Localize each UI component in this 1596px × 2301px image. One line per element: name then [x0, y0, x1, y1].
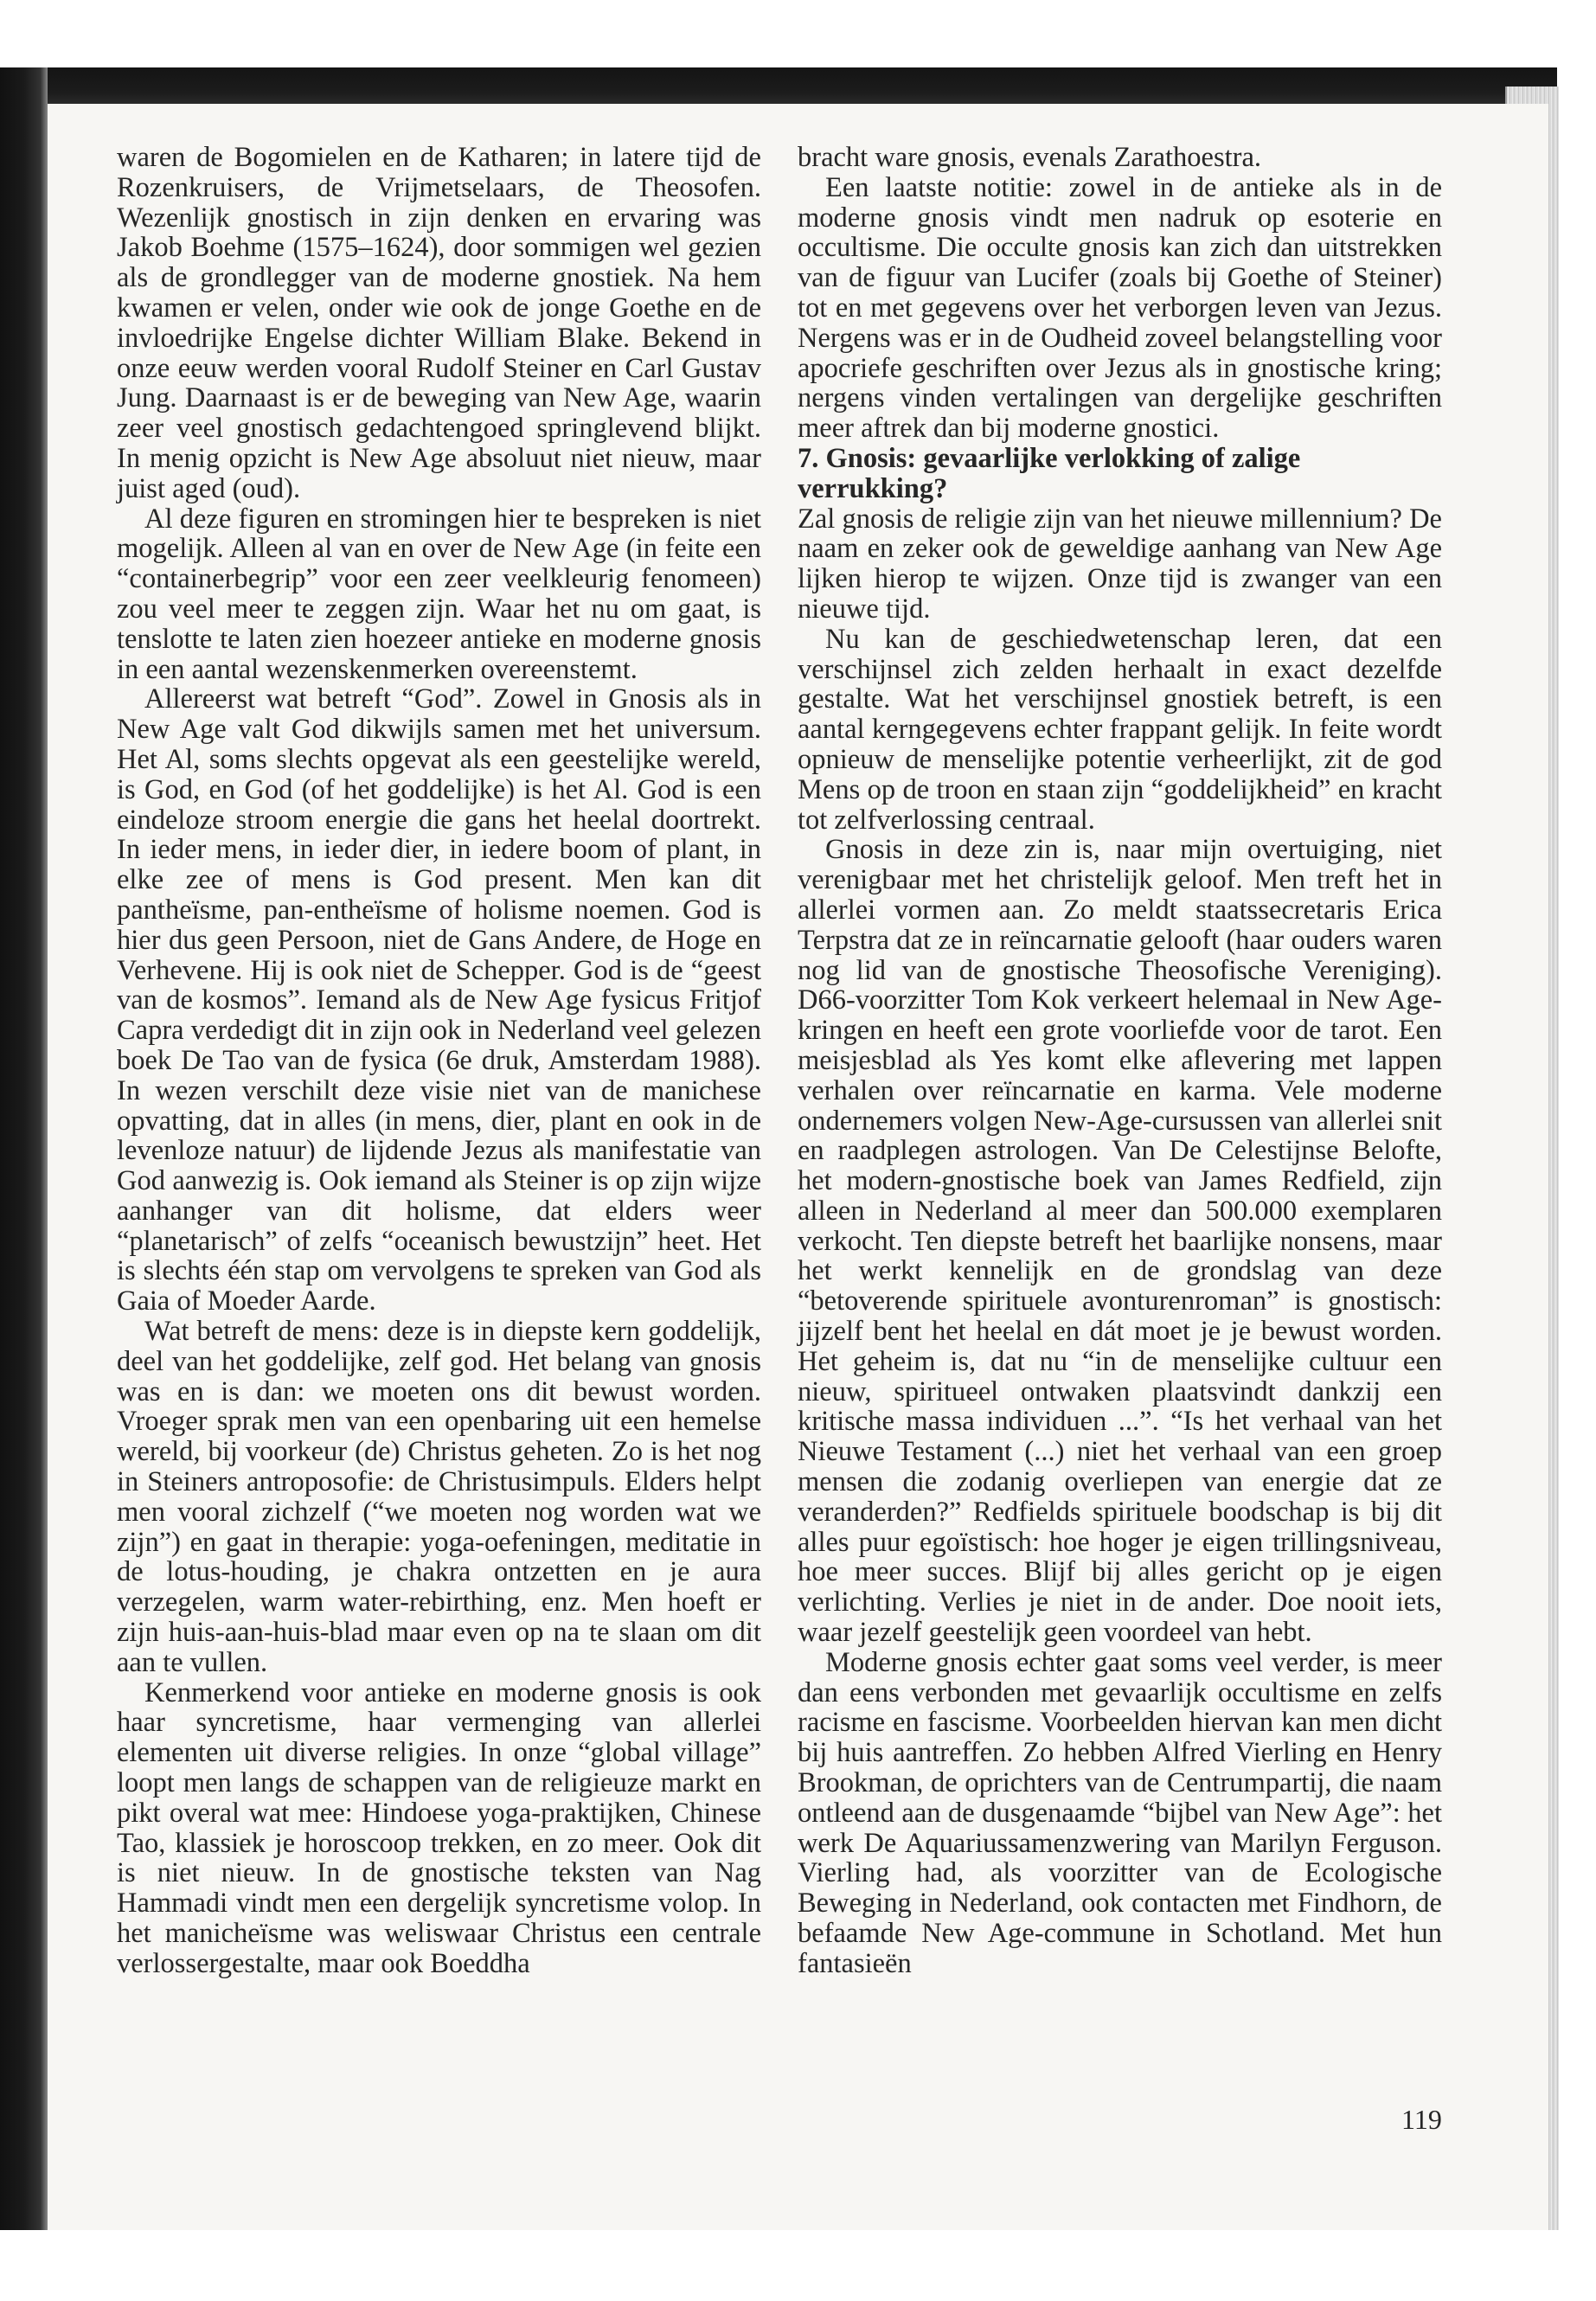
scan-margin-top	[0, 0, 1596, 67]
left-column	[117, 143, 761, 1979]
scanner-shadow-top	[0, 67, 1557, 104]
scan-margin-bottom	[0, 2230, 1596, 2301]
page-number: 119	[1401, 2104, 1442, 2135]
scanner-shadow-left	[0, 67, 48, 2230]
right-column	[798, 143, 1442, 1979]
paragraph: Kenmerkend voor antieke en moderne gnosis is ook haar syncretisme, haar vermenging van allerlei elementen uit diverse religies. In onze “global village” loopt men langs de schappen van de religieuze markt en pikt overal wat mee: Hindoese yoga-praktijken, Chinese Tao, klassiek je horoscoop trekken, en zo meer. Ook dit is niet nieuw. In de gnostische teksten van Nag Hammadi vindt men een dergelijk syncretisme volop. In het manicheïsme was weliswaar Christus een centrale verlossergestalte, maar ook Boeddha	[117, 1676, 761, 1979]
section-heading: 7. Gnosis: gevaarlijke verlokking of zalige verrukking?	[798, 442, 1301, 504]
paragraph: Moderne gnosis echter gaat soms veel verder, is meer dan eens verbonden met gevaarlijk occultisme en zelfs racisme en fascisme. Voorbeelden hiervan kan men dicht bij huis aantreffen. Zo hebben Alfred Vierling en Henry Brookman, de oprichters van de Centrumpartij, die naam ontleend aan de dusgenaamde “bijbel van New Age”: het werk De Aquariussamenzwering van Marilyn Ferguson. Vierling had, als voorzitter van de Ecologische Beweging in Nederland, ook contacten met Findhorn, de befaamde New Age-commune in Schotland. Met hun fantasieën	[798, 1646, 1442, 1979]
paragraph: bracht ware gnosis, evenals Zarathoestra.	[798, 142, 1262, 173]
paragraph: waren de Bogomielen en de Katharen; in latere tijd de Rozenkruisers, de Vrijmetselaars, de Theosofen. Wezenlijk gnostisch in zijn denken en ervaring was Jakob Boehme (1575–1624), door sommigen wel gezien als de grondlegger van de moderne gnostiek. Na hem kwamen er velen, onder wie ook de jonge Goethe en de invloedrijke Engelse dichter William Blake. Bekend in onze eeuw werden vooral Rudolf Steiner en Carl Gustav Jung. Daarnaast is er de beweging van New Age, waarin zeer veel gnostisch gedachtengoed springlevend blijkt. In menig opzicht is New Age absoluut niet nieuw, maar juist aged (oud).	[117, 142, 761, 504]
paragraph: Een laatste notitie: zowel in de antieke als in de moderne gnosis vindt men nadruk op esoterie en occultisme. Die occulte gnosis kan zich dan uitstrekken van de figuur van Lucifer (zoals bij Goethe of Steiner) tot en met gegevens over het verborgen leven van Jezus. Nergens was er in de Oudheid zoveel belangstelling voor apocriefe geschriften over Jezus als in gnostische kring; nergens vinden vertalingen van dergelijke geschriften meer aftrek dan bij moderne gnostici.	[798, 171, 1442, 445]
paragraph: Allereerst wat betreft “God”. Zowel in Gnosis als in New Age valt God dikwijls samen met het universum. Het Al, soms slechts opgevat als een geestelijke wereld, is God, en God (of het goddelijke) is het Al. God is een eindeloze stroom energie die gans het heelal doortrekt. In ieder mens, in ieder dier, in iedere boom of plant, in elke zee of mens is God present. Men kan dit pantheïsme, pan-entheïsme of holisme noemen. God is hier dus geen Persoon, niet de Gans Andere, de Hoge en Verhevene. Hij is ook niet de Schepper. God is de “geest van de kosmos”. Iemand als de New Age fysicus Fritjof Capra verdedigt dit in zijn ook in Nederland veel gelezen boek De Tao van de fysica (6e druk, Amsterdam 1988). In wezen verschilt deze visie niet van de manichese opvatting, dat in alles (in mens, dier, plant en ook in de levenloze natuur) de lijdende Jezus als manifestatie van God aanwezig is. Ook iemand als Steiner is op zijn wijze aanhanger van dit holisme, dat elders weer “planetarisch” of zelfs “oceanisch bewustzijn” heet. Het is slechts één stap om vervolgens te spreken van God als Gaia of Moeder Aarde.	[117, 683, 761, 1317]
paragraph: Al deze figuren en stromingen hier te bespreken is niet mogelijk. Alleen al van en over de New Age (in feite een “containerbegrip” voor een zeer veelkleurig fenomeen) zou veel meer te zeggen zijn. Waar het nu om gaat, is tenslotte te laten zien hoezeer antieke en moderne gnosis in een aantal wezenskenmerken overeenstemt.	[117, 503, 761, 685]
paragraph: Zal gnosis de religie zijn van het nieuwe millennium? De naam en zeker ook de geweldige aanhang van New Age lijken hierop te wijzen. Onze tijd is zwanger van een nieuwe tijd.	[798, 503, 1442, 625]
paragraph: Gnosis in deze zin is, naar mijn overtuiging, niet verenigbaar met het christelijk geloof. Men treft het in allerlei vormen aan. Zo meldt staatssecretaris Erica Terpstra dat ze in reïncarnatie gelooft (haar ouders waren nog lid van de gnostische Theosofische Vereniging). D66-voorzitter Tom Kok verkeert helemaal in New Age-kringen en heeft een grote voorliefde voor de tarot. Een meisjesblad als Yes komt elke aflevering met lappen verhalen over reïncarnatie en karma. Vele moderne ondernemers volgen New-Age-cursussen van allerlei snit en raadplegen astrologen. Van De Celestijnse Belofte, het modern-gnostische boek van James Redfield, zijn alleen in Nederland al meer dan 500.000 exemplaren verkocht. Ten diepste betreft het baarlijke nonsens, maar het werkt kennelijk en de grondslag van deze “betoverende spirituele avonturenroman” is gnostisch: jijzelf bent het heelal en dát moet je je bewust worden. Het geheim is, dat nu “in de menselijke cultuur een nieuw, spiritueel ontwaken plaatsvindt dankzij een kritische massa individuen ...”. “Is het verhaal van het Nieuwe Testament (...) niet het verhaal van een groep mensen die zodanig overliepen van energie dat ze veranderden?” Redfields spirituele boodschap is bij dit alles puur egoïstisch: hoe hoger je eigen trillingsniveau, hoe meer succes. Blijf bij alles gericht op je eigen verlichting. Verlies je niet in de ander. Doe nooit iets, waar jezelf geestelijk geen voordeel van hebt.	[798, 834, 1442, 1649]
paragraph: Nu kan de geschiedwetenschap leren, dat een verschijnsel zich zelden herhaalt in exact dezelfde gestalte. Wat het verschijnsel gnostiek betreft, is een aantal kerngegevens echter frappant gelijk. In feite wordt opnieuw de menselijke potentie verheerlijkt, zit de god Mens op de troon en staan zijn “goddelijkheid” en kracht tot zelfverlossing centraal.	[798, 623, 1442, 836]
paragraph: Wat betreft de mens: deze is in diepste kern goddelijk, deel van het goddelijke, zelf god. Het belang van gnosis was en is dan: we moeten ons dit bewust worden. Vroeger sprak men van een openbaring uit een hemelse wereld, bij voorkeur (de) Christus geheten. Zo is het nog in Steiners antroposofie: de Christusimpuls. Elders helpt men vooral zichzelf (“we moeten nog worden wat we zijn”) en gaat in therapie: yoga-oefeningen, meditatie in de lotus-houding, je chakra ontzetten en je aura verzegelen, warm water-rebirthing, enz. Men hoeft er zijn huis-aan-huis-blad maar even op na te slaan om dit aan te vullen.	[117, 1316, 761, 1678]
